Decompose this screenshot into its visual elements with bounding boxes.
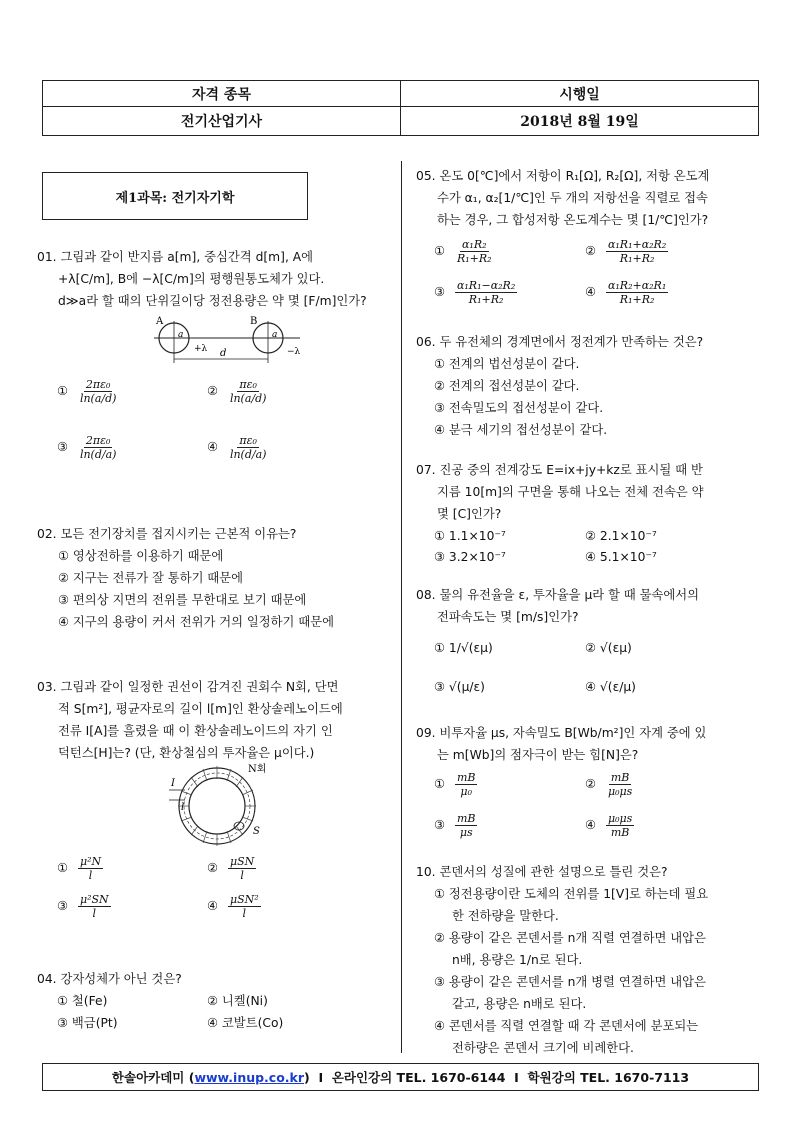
col2-title: 시행일	[559, 86, 600, 103]
option-mark: ④	[207, 899, 219, 913]
option-3: ③ 백금(Pt)	[57, 1016, 118, 1030]
option-mark: ③	[434, 818, 446, 832]
numerator: 2πε₀	[85, 378, 111, 391]
option-2: ② 전계의 접선성분이 같다.	[434, 379, 580, 393]
numerator: πε₀	[239, 378, 257, 391]
option-4: ④ 5.1×10⁻⁷	[585, 550, 657, 564]
question-text: 수가 α₁, α₂[1/℃]인 두 개의 저항선을 직렬로 접속	[437, 191, 708, 205]
question-02	[37, 523, 334, 633]
col1-title: 자격 종목	[43, 81, 401, 106]
question-text: 09. 비투자율 μs, 자속밀도 B[Wb/m²]인 자계 중에 있	[416, 726, 707, 740]
numerator: mB	[610, 771, 630, 784]
question-text: 하는 경우, 그 합성저항 온도계수는 몇 [1/℃]인가?	[437, 213, 709, 227]
option-4: ④ 분극 세기의 접선성분이 같다.	[434, 423, 608, 437]
option-3: ③ √(μ/ε)	[434, 680, 485, 694]
option-2	[207, 855, 256, 882]
option-4-cont: 전하량은 콘덴서 크기에 비례한다.	[452, 1041, 634, 1055]
question-text: 06. 두 유전체의 경계면에서 정전계가 만족하는 것은?	[416, 335, 704, 349]
label-a1: a	[178, 330, 184, 340]
option-3-cont: 같고, 용량은 n배로 된다.	[452, 997, 587, 1011]
footer-name: 한솔아카데미 (	[111, 1070, 195, 1085]
fraction	[455, 279, 517, 306]
question-04	[37, 968, 182, 990]
option-mark: ③	[434, 285, 446, 299]
denominator: μs	[459, 826, 473, 839]
question-03	[37, 676, 343, 764]
exam-info-table	[42, 80, 759, 136]
question-text: 덕턴스[H]는? (단, 환상철심의 투자율은 μ이다.)	[58, 746, 315, 760]
question-text: +λ[C/m], B에 −λ[C/m]의 평행원통도체가 있다.	[58, 272, 325, 286]
option-2: ② 용량이 같은 콘덴서를 n개 직렬 연결하면 내압은	[434, 931, 706, 945]
fraction	[606, 771, 634, 798]
toroidal-solenoid-figure	[165, 760, 275, 850]
numerator: μSN²	[229, 893, 259, 906]
denominator: μ₀μs	[607, 785, 633, 798]
option-4	[207, 893, 261, 920]
option-4	[585, 812, 634, 839]
option-mark: ①	[57, 384, 69, 398]
footer-contact: ) I 온라인강의 TEL. 1670-6144 I 학원강의 TEL. 1670-7113	[304, 1070, 690, 1085]
numerator: mB	[456, 812, 476, 825]
question-text: 05. 온도 0[℃]에서 저항이 R₁[Ω], R₂[Ω], 저항 온도계	[416, 169, 710, 183]
numerator: μ²SN	[79, 893, 109, 906]
fraction	[228, 434, 269, 461]
option-mark: ②	[207, 384, 219, 398]
exam-info-value-row	[43, 106, 758, 135]
question-text: d≫a라 할 때의 단위길이당 정전용량은 약 몇 [F/m]인가?	[58, 294, 367, 308]
option-1: ① 1/√(εμ)	[434, 641, 493, 655]
option-1: ① 정전용량이란 도체의 전위를 1[V]로 하는데 필요	[434, 887, 709, 901]
label-a2: a	[272, 330, 278, 340]
option-1: ① 전계의 법선성분이 같다.	[434, 357, 580, 371]
denominator: μ₀	[460, 785, 472, 798]
question-text: 지름 10[m]의 구면을 통해 나오는 전체 전속은 약	[437, 485, 704, 499]
option-mark: ①	[434, 777, 446, 791]
fraction	[606, 279, 668, 306]
option-3	[434, 279, 517, 306]
option-3: ③ 편의상 지면의 전위를 무한대로 보기 때문에	[58, 593, 307, 607]
option-1: ① 영상전하를 이용하기 때문에	[58, 549, 224, 563]
numerator: α₁R₂+α₂R₁	[607, 279, 667, 292]
label-l: l	[181, 802, 185, 813]
option-4: ④ √(ε/μ)	[585, 680, 636, 694]
option-2-cont: n배, 용량은 1/n로 된다.	[452, 953, 583, 967]
numerator: α₁R₁+α₂R₂	[607, 238, 667, 251]
option-1: ① 1.1×10⁻⁷	[434, 529, 506, 543]
option-mark: ①	[434, 244, 446, 258]
denominator: ln(d/a)	[229, 448, 267, 461]
option-2: ② 2.1×10⁻⁷	[585, 529, 657, 543]
question-text: 적 S[m²], 평균자로의 길이 l[m]인 환상솔레노이드에	[58, 702, 343, 716]
option-mark: ②	[585, 244, 597, 258]
option-4: ④ 지구의 용량이 커서 전위가 거의 일정하기 때문에	[58, 615, 334, 629]
option-3	[57, 434, 118, 461]
fraction	[78, 434, 119, 461]
question-text: 02. 모든 전기장치를 접지시키는 근본적 이유는?	[37, 527, 297, 541]
fraction	[455, 812, 478, 839]
option-4	[207, 434, 268, 461]
question-text: 는 m[Wb]의 점자극이 받는 힘[N]은?	[437, 748, 639, 762]
fraction	[455, 771, 478, 798]
option-3	[57, 893, 111, 920]
option-2: ② 지구는 전류가 잘 통하기 때문에	[58, 571, 243, 585]
question-07	[416, 459, 704, 525]
option-1: ① 철(Fe)	[57, 994, 108, 1008]
numerator: α₁R₂	[461, 238, 487, 251]
denominator: R₁+R₂	[619, 252, 655, 265]
option-2: ② 니켈(Ni)	[207, 994, 268, 1008]
label-S: S	[253, 826, 260, 837]
option-1	[434, 238, 494, 265]
option-3: ③ 전속밀도의 접선성분이 같다.	[434, 401, 604, 415]
denominator: ln(a/d)	[229, 392, 267, 405]
denominator: R₁+R₂	[619, 293, 655, 306]
option-mark: ①	[57, 861, 69, 875]
question-text: 전파속도는 몇 [m/s]인가?	[437, 610, 579, 624]
fraction	[78, 855, 103, 882]
denominator: R₁+R₂	[468, 293, 504, 306]
question-text: 03. 그림과 같이 일정한 권선이 감겨진 권회수 N회, 단면	[37, 680, 339, 694]
question-text: 몇 [C]인가?	[437, 507, 502, 521]
option-2	[207, 378, 268, 405]
option-mark: ③	[57, 440, 69, 454]
denominator: ln(d/a)	[79, 448, 117, 461]
label-B: B	[250, 316, 258, 327]
denominator: mB	[610, 826, 630, 839]
denominator: l	[242, 907, 247, 920]
subject-title: 제1과목: 전기자기학	[42, 172, 308, 220]
option-3: ③ 3.2×10⁻⁷	[434, 550, 506, 564]
option-3	[434, 812, 477, 839]
question-05	[416, 165, 709, 231]
question-09	[416, 722, 706, 766]
option-3: ③ 용량이 같은 콘덴서를 n개 병렬 연결하면 내압은	[434, 975, 706, 989]
fraction	[78, 378, 119, 405]
numerator: α₁R₁−α₂R₂	[456, 279, 516, 292]
fraction	[606, 812, 634, 839]
denominator: l	[240, 869, 244, 882]
footer-bar	[42, 1063, 759, 1091]
question-08	[416, 584, 699, 628]
denominator: R₁+R₂	[456, 252, 492, 265]
option-mark: ④	[585, 818, 597, 832]
option-1	[57, 378, 118, 405]
option-mark: ④	[207, 440, 219, 454]
fraction	[455, 238, 494, 265]
label-A: A	[156, 316, 164, 327]
option-4: ④ 코발트(Co)	[207, 1016, 284, 1030]
fraction	[228, 378, 269, 405]
numerator: μ²N	[79, 855, 102, 868]
option-2	[585, 238, 668, 265]
label-minus-lambda: −λ	[287, 347, 301, 357]
question-text: 01. 그림과 같이 반지름 a[m], 중심간격 d[m], A에	[37, 250, 314, 264]
question-text: 04. 강자성체가 아닌 것은?	[37, 972, 182, 986]
column-divider	[401, 161, 402, 1053]
numerator: μSN	[229, 855, 255, 868]
option-1-cont: 한 전하량을 말한다.	[452, 909, 559, 923]
option-mark: ②	[207, 861, 219, 875]
denominator: ln(a/d)	[79, 392, 117, 405]
denominator: l	[88, 869, 93, 882]
question-10	[416, 861, 708, 1059]
option-4	[585, 279, 668, 306]
option-1	[434, 771, 477, 798]
question-text: 전류 I[A]를 흘렸을 때 이 환상솔레노이드의 자기 인	[58, 724, 333, 738]
question-text: 08. 물의 유전율을 ε, 투자율을 μ라 할 때 물속에서의	[416, 588, 700, 602]
fraction	[78, 893, 111, 920]
option-4: ④ 콘덴서를 직렬 연결할 때 각 콘덴서에 분포되는	[434, 1019, 699, 1033]
option-mark: ④	[585, 285, 597, 299]
denominator: l	[92, 907, 97, 920]
footer-website-link[interactable]: www.inup.co.kr	[194, 1069, 305, 1085]
label-plus-lambda: +λ	[194, 344, 208, 354]
question-06	[416, 331, 703, 441]
option-2	[585, 771, 634, 798]
numerator: μ₀μs	[607, 812, 633, 825]
numerator: mB	[456, 771, 476, 784]
numerator: πε₀	[239, 434, 257, 447]
exam-info-header-row	[43, 81, 758, 107]
option-1	[57, 855, 103, 882]
fraction	[228, 855, 256, 882]
label-N: N회	[248, 764, 267, 775]
question-text: 10. 콘덴서의 성질에 관한 설명으로 틀린 것은?	[416, 865, 668, 879]
parallel-cylinders-figure	[150, 313, 310, 369]
exam-subject-value: 전기산업기사	[43, 106, 401, 135]
fraction	[606, 238, 668, 265]
question-01	[37, 246, 367, 312]
fraction	[228, 893, 261, 920]
numerator: 2πε₀	[85, 434, 111, 447]
exam-date-value: 2018년 8월 19일	[520, 113, 639, 130]
label-d: d	[220, 348, 227, 359]
option-mark: ③	[57, 899, 69, 913]
option-2: ② √(εμ)	[585, 641, 632, 655]
question-text: 07. 진공 중의 전계강도 E=ix+jy+kz로 표시될 때 반	[416, 463, 703, 477]
option-mark: ②	[585, 777, 597, 791]
label-I: I	[171, 778, 175, 789]
